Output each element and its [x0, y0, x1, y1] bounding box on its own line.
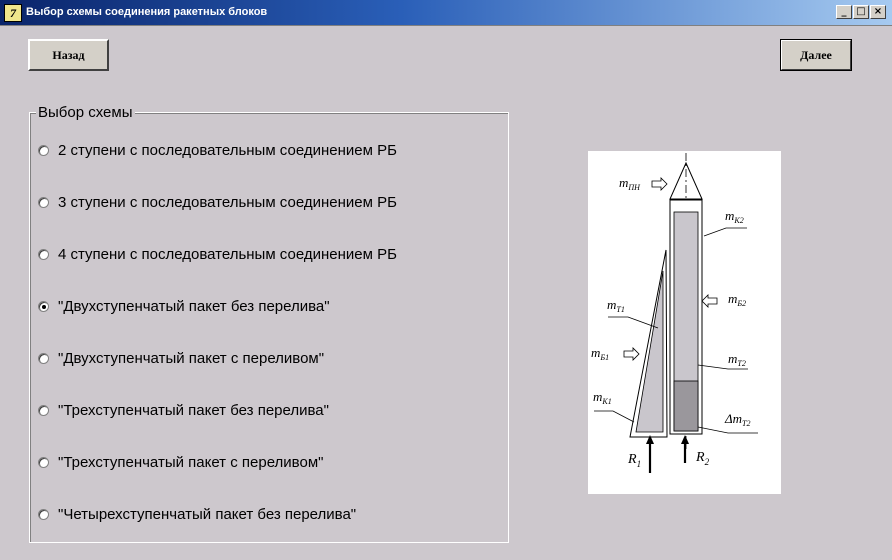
b2-arrow-icon: [702, 295, 717, 307]
window-title: Выбор схемы соединения ракетных блоков: [26, 6, 268, 18]
scheme-option-2[interactable]: [38, 191, 397, 213]
payload-arrow-icon: [652, 178, 667, 190]
next-button[interactable]: Далее: [780, 39, 852, 71]
radio-button[interactable]: [38, 353, 49, 364]
scheme-option-label: "Трехступенчатый пакет без перелива": [58, 401, 329, 419]
label-m-b2: $m_{Б2}$: [728, 291, 747, 308]
label-m-b1: $m_{Б1}$: [591, 345, 610, 362]
scheme-option-6[interactable]: [38, 399, 329, 421]
scheme-group-legend: Выбор схемы: [38, 104, 133, 121]
rocket-scheme-diagram: [588, 151, 781, 494]
radio-button[interactable]: [38, 197, 49, 208]
thrust-arrow-2-head: [681, 435, 689, 444]
b1-arrow-icon: [624, 348, 639, 360]
radio-button[interactable]: [38, 301, 49, 312]
side-booster-tank: [636, 271, 663, 432]
radio-button[interactable]: [38, 145, 49, 156]
label-m-k2: $m_{К2}$: [725, 208, 744, 225]
scheme-option-label: "Двухступенчатый пакет с переливом": [58, 349, 325, 367]
radio-button[interactable]: [38, 405, 49, 416]
label-m-k1: $m_{К1}$: [593, 389, 612, 406]
scheme-groupbox: [29, 104, 509, 543]
core-tank-reserve: [674, 381, 698, 431]
label-r1: $R_1$: [628, 452, 642, 469]
scheme-option-label: 2 ступени с последовательным соединением РБ: [58, 141, 397, 159]
scheme-option-label: "Двухступенчатый пакет без перелива": [58, 297, 330, 315]
label-m-t1: $m_{Т1}$: [607, 297, 625, 314]
scheme-option-3[interactable]: [38, 243, 397, 265]
leader-k1: [594, 411, 634, 422]
label-r2: $R_2$: [696, 450, 710, 467]
scheme-option-5[interactable]: [38, 347, 324, 369]
app-icon: 7: [4, 4, 22, 22]
title-bar[interactable]: [0, 0, 892, 26]
scheme-option-7[interactable]: [38, 451, 323, 473]
leader-t1: [608, 317, 658, 328]
scheme-option-label: 3 ступени с последовательным соединением РБ: [58, 193, 397, 211]
scheme-option-8[interactable]: [38, 503, 356, 525]
minimize-button[interactable]: _: [836, 5, 852, 19]
radio-button[interactable]: [38, 509, 49, 520]
scheme-option-label: 4 ступени с последовательным соединением РБ: [58, 245, 397, 263]
scheme-option-4[interactable]: [38, 295, 330, 317]
label-dm-t2: $\Delta m_{Т2}$: [725, 411, 751, 428]
scheme-option-1[interactable]: [38, 139, 397, 161]
label-m-t2: $m_{Т2}$: [728, 351, 746, 368]
rocket-scheme-svg: [588, 151, 781, 494]
back-button[interactable]: Назад: [28, 39, 109, 71]
scheme-option-label: "Четырехступенчатый пакет без перелива": [58, 505, 357, 523]
maximize-button[interactable]: □: [853, 5, 869, 19]
label-m-pn: $m_{ПН}$: [619, 175, 640, 192]
scheme-option-label: "Трехступенчатый пакет с переливом": [58, 453, 324, 471]
radio-button[interactable]: [38, 249, 49, 260]
close-button[interactable]: ×: [870, 5, 886, 19]
radio-button[interactable]: [38, 457, 49, 468]
leader-k2: [704, 228, 747, 236]
